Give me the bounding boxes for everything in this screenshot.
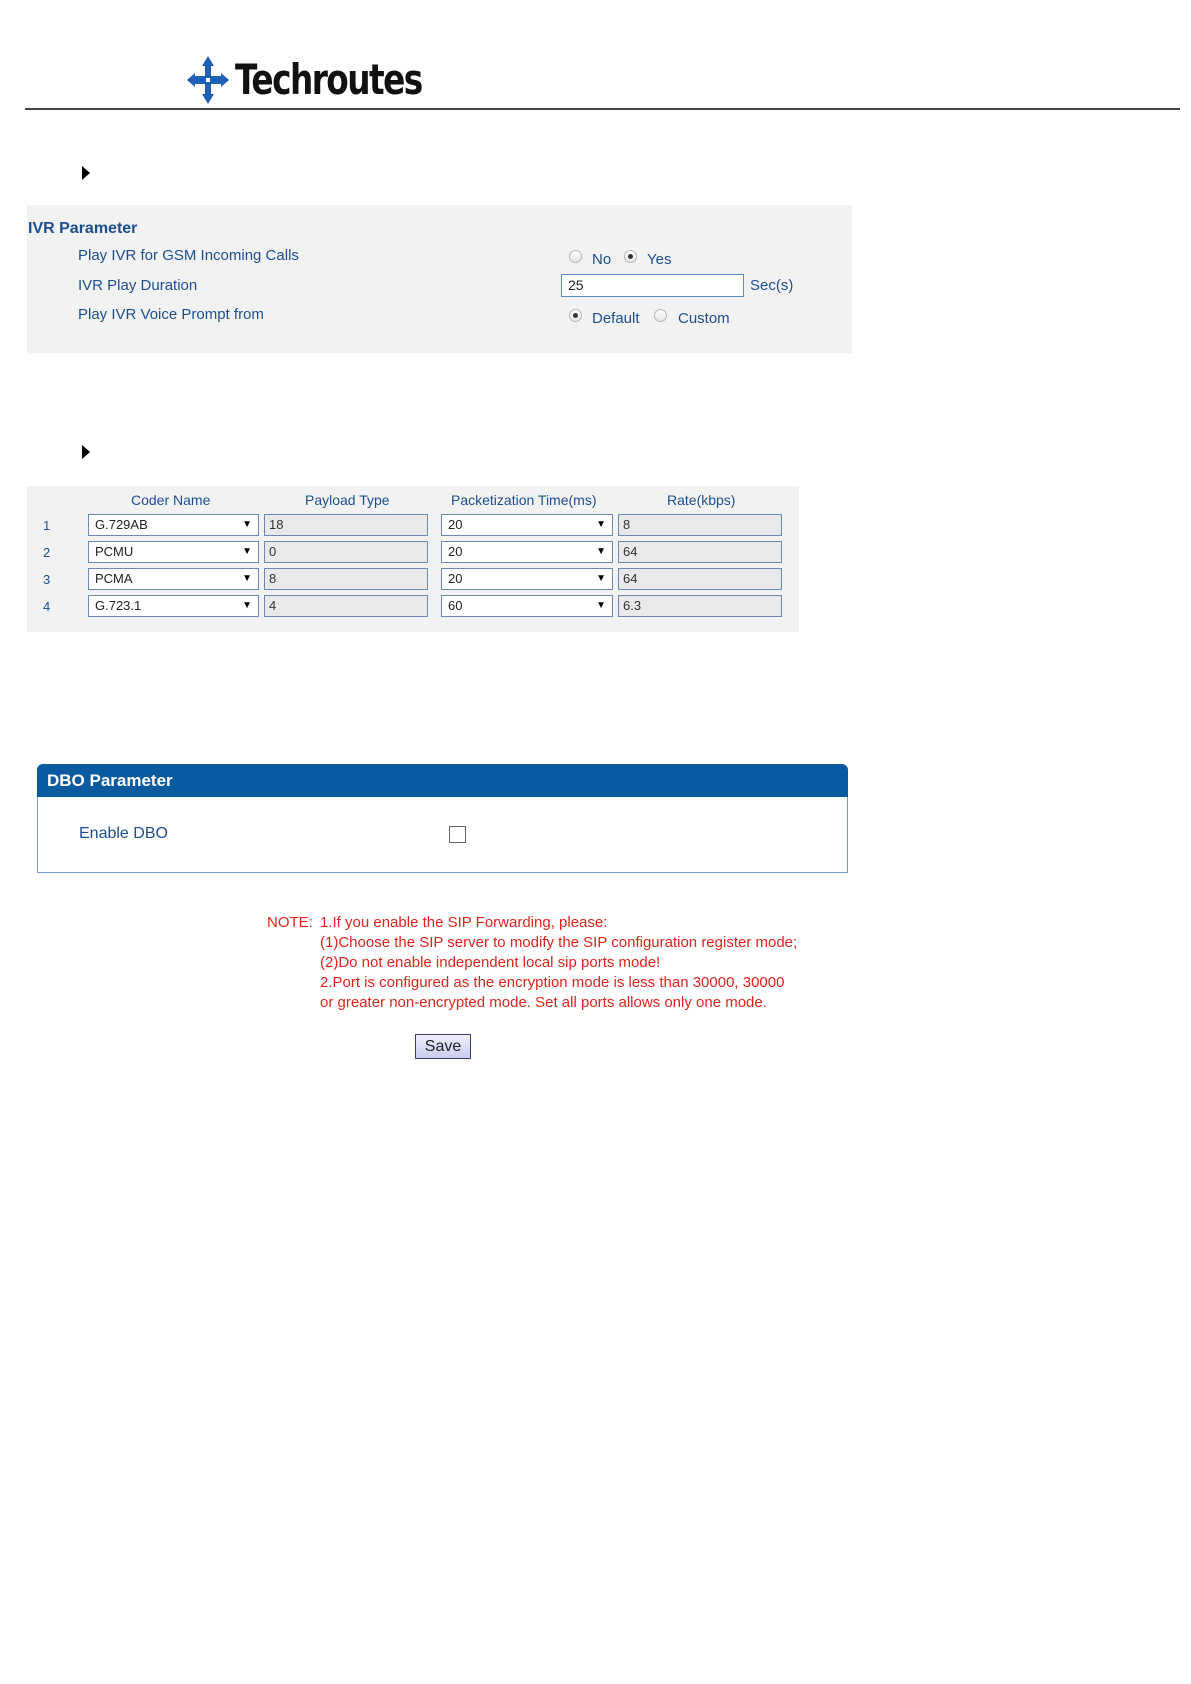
logo-cross-icon — [185, 54, 231, 106]
coder-name-value: PCMA — [95, 571, 133, 586]
dropdown-arrow-icon: ▼ — [596, 600, 606, 611]
dropdown-arrow-icon: ▼ — [242, 573, 252, 584]
codec-row-number: 1 — [43, 518, 51, 533]
bullet-icon — [82, 166, 90, 180]
prompt-default-label: Default — [592, 310, 640, 327]
dropdown-arrow-icon: ▼ — [242, 600, 252, 611]
packetization-time-select[interactable] — [441, 514, 613, 536]
ivr-parameter-title: IVR Parameter — [28, 220, 138, 237]
ivr-duration-unit: Sec(s) — [750, 277, 794, 294]
coder-name-value: G.723.1 — [95, 598, 142, 613]
prompt-custom-label: Custom — [678, 310, 730, 327]
packetization-time-header: Packetization Time(ms) — [451, 492, 597, 508]
codec-row-number: 4 — [43, 599, 51, 614]
payload-type-field: 0 — [264, 541, 428, 563]
enable-dbo-checkbox[interactable] — [449, 826, 466, 843]
note-line: 2.Port is configured as the encryption mode is less than 30000, 30000 — [320, 974, 785, 991]
play-ivr-no-radio[interactable] — [569, 250, 582, 263]
note-prefix: NOTE: — [267, 914, 313, 931]
ivr-play-duration-label: IVR Play Duration — [78, 277, 198, 294]
rate-field: 64 — [618, 541, 782, 563]
save-button[interactable]: Save — [415, 1034, 471, 1059]
voice-prompt-label: Play IVR Voice Prompt from — [78, 306, 264, 323]
coder-name-select[interactable] — [88, 568, 259, 590]
payload-type-field: 18 — [264, 514, 428, 536]
prompt-default-radio[interactable] — [569, 309, 582, 322]
ptime-value: 60 — [448, 598, 463, 613]
note-line: or greater non-encrypted mode. Set all ports allows only one mode. — [320, 994, 767, 1011]
bullet-icon — [82, 445, 90, 459]
header-divider — [25, 108, 1180, 110]
play-ivr-label: Play IVR for GSM Incoming Calls — [78, 247, 299, 264]
play-ivr-yes-radio[interactable] — [624, 250, 637, 263]
play-ivr-yes-label: Yes — [647, 251, 672, 268]
payload-type-field: 8 — [264, 568, 428, 590]
coder-name-select[interactable] — [88, 514, 259, 536]
coder-name-header: Coder Name — [131, 492, 211, 508]
dropdown-arrow-icon: ▼ — [242, 519, 252, 530]
payload-type-field: 4 — [264, 595, 428, 617]
rate-field: 6.3 — [618, 595, 782, 617]
note-line: (1)Choose the SIP server to modify the SIP configuration register mode; — [320, 934, 798, 951]
coder-name-value: PCMU — [95, 544, 134, 559]
packetization-time-select[interactable] — [441, 541, 613, 563]
rate-header: Rate(kbps) — [667, 492, 736, 508]
play-ivr-no-label: No — [592, 251, 612, 268]
enable-dbo-label: Enable DBO — [79, 825, 168, 842]
dropdown-arrow-icon: ▼ — [242, 546, 252, 557]
logo-text: Techroutes — [235, 55, 422, 104]
note-line: 1.If you enable the SIP Forwarding, please: — [320, 914, 608, 931]
coder-name-select[interactable] — [88, 541, 259, 563]
ptime-value: 20 — [448, 571, 463, 586]
payload-type-header: Payload Type — [305, 492, 390, 508]
ptime-value: 20 — [448, 544, 463, 559]
codec-row-number: 3 — [43, 572, 51, 587]
codec-row-number: 2 — [43, 545, 51, 560]
coder-name-select[interactable] — [88, 595, 259, 617]
rate-field: 8 — [618, 514, 782, 536]
ptime-value: 20 — [448, 517, 463, 532]
ivr-play-duration-input[interactable]: 25 — [561, 274, 744, 297]
coder-name-value: G.729AB — [95, 517, 148, 532]
dropdown-arrow-icon: ▼ — [596, 573, 606, 584]
packetization-time-select[interactable] — [441, 595, 613, 617]
dropdown-arrow-icon: ▼ — [596, 546, 606, 557]
company-logo — [185, 52, 474, 108]
prompt-custom-radio[interactable] — [654, 309, 667, 322]
dbo-parameter-header: DBO Parameter — [37, 764, 848, 797]
dropdown-arrow-icon: ▼ — [596, 519, 606, 530]
rate-field: 64 — [618, 568, 782, 590]
note-line: (2)Do not enable independent local sip ports mode! — [320, 954, 661, 971]
packetization-time-select[interactable] — [441, 568, 613, 590]
